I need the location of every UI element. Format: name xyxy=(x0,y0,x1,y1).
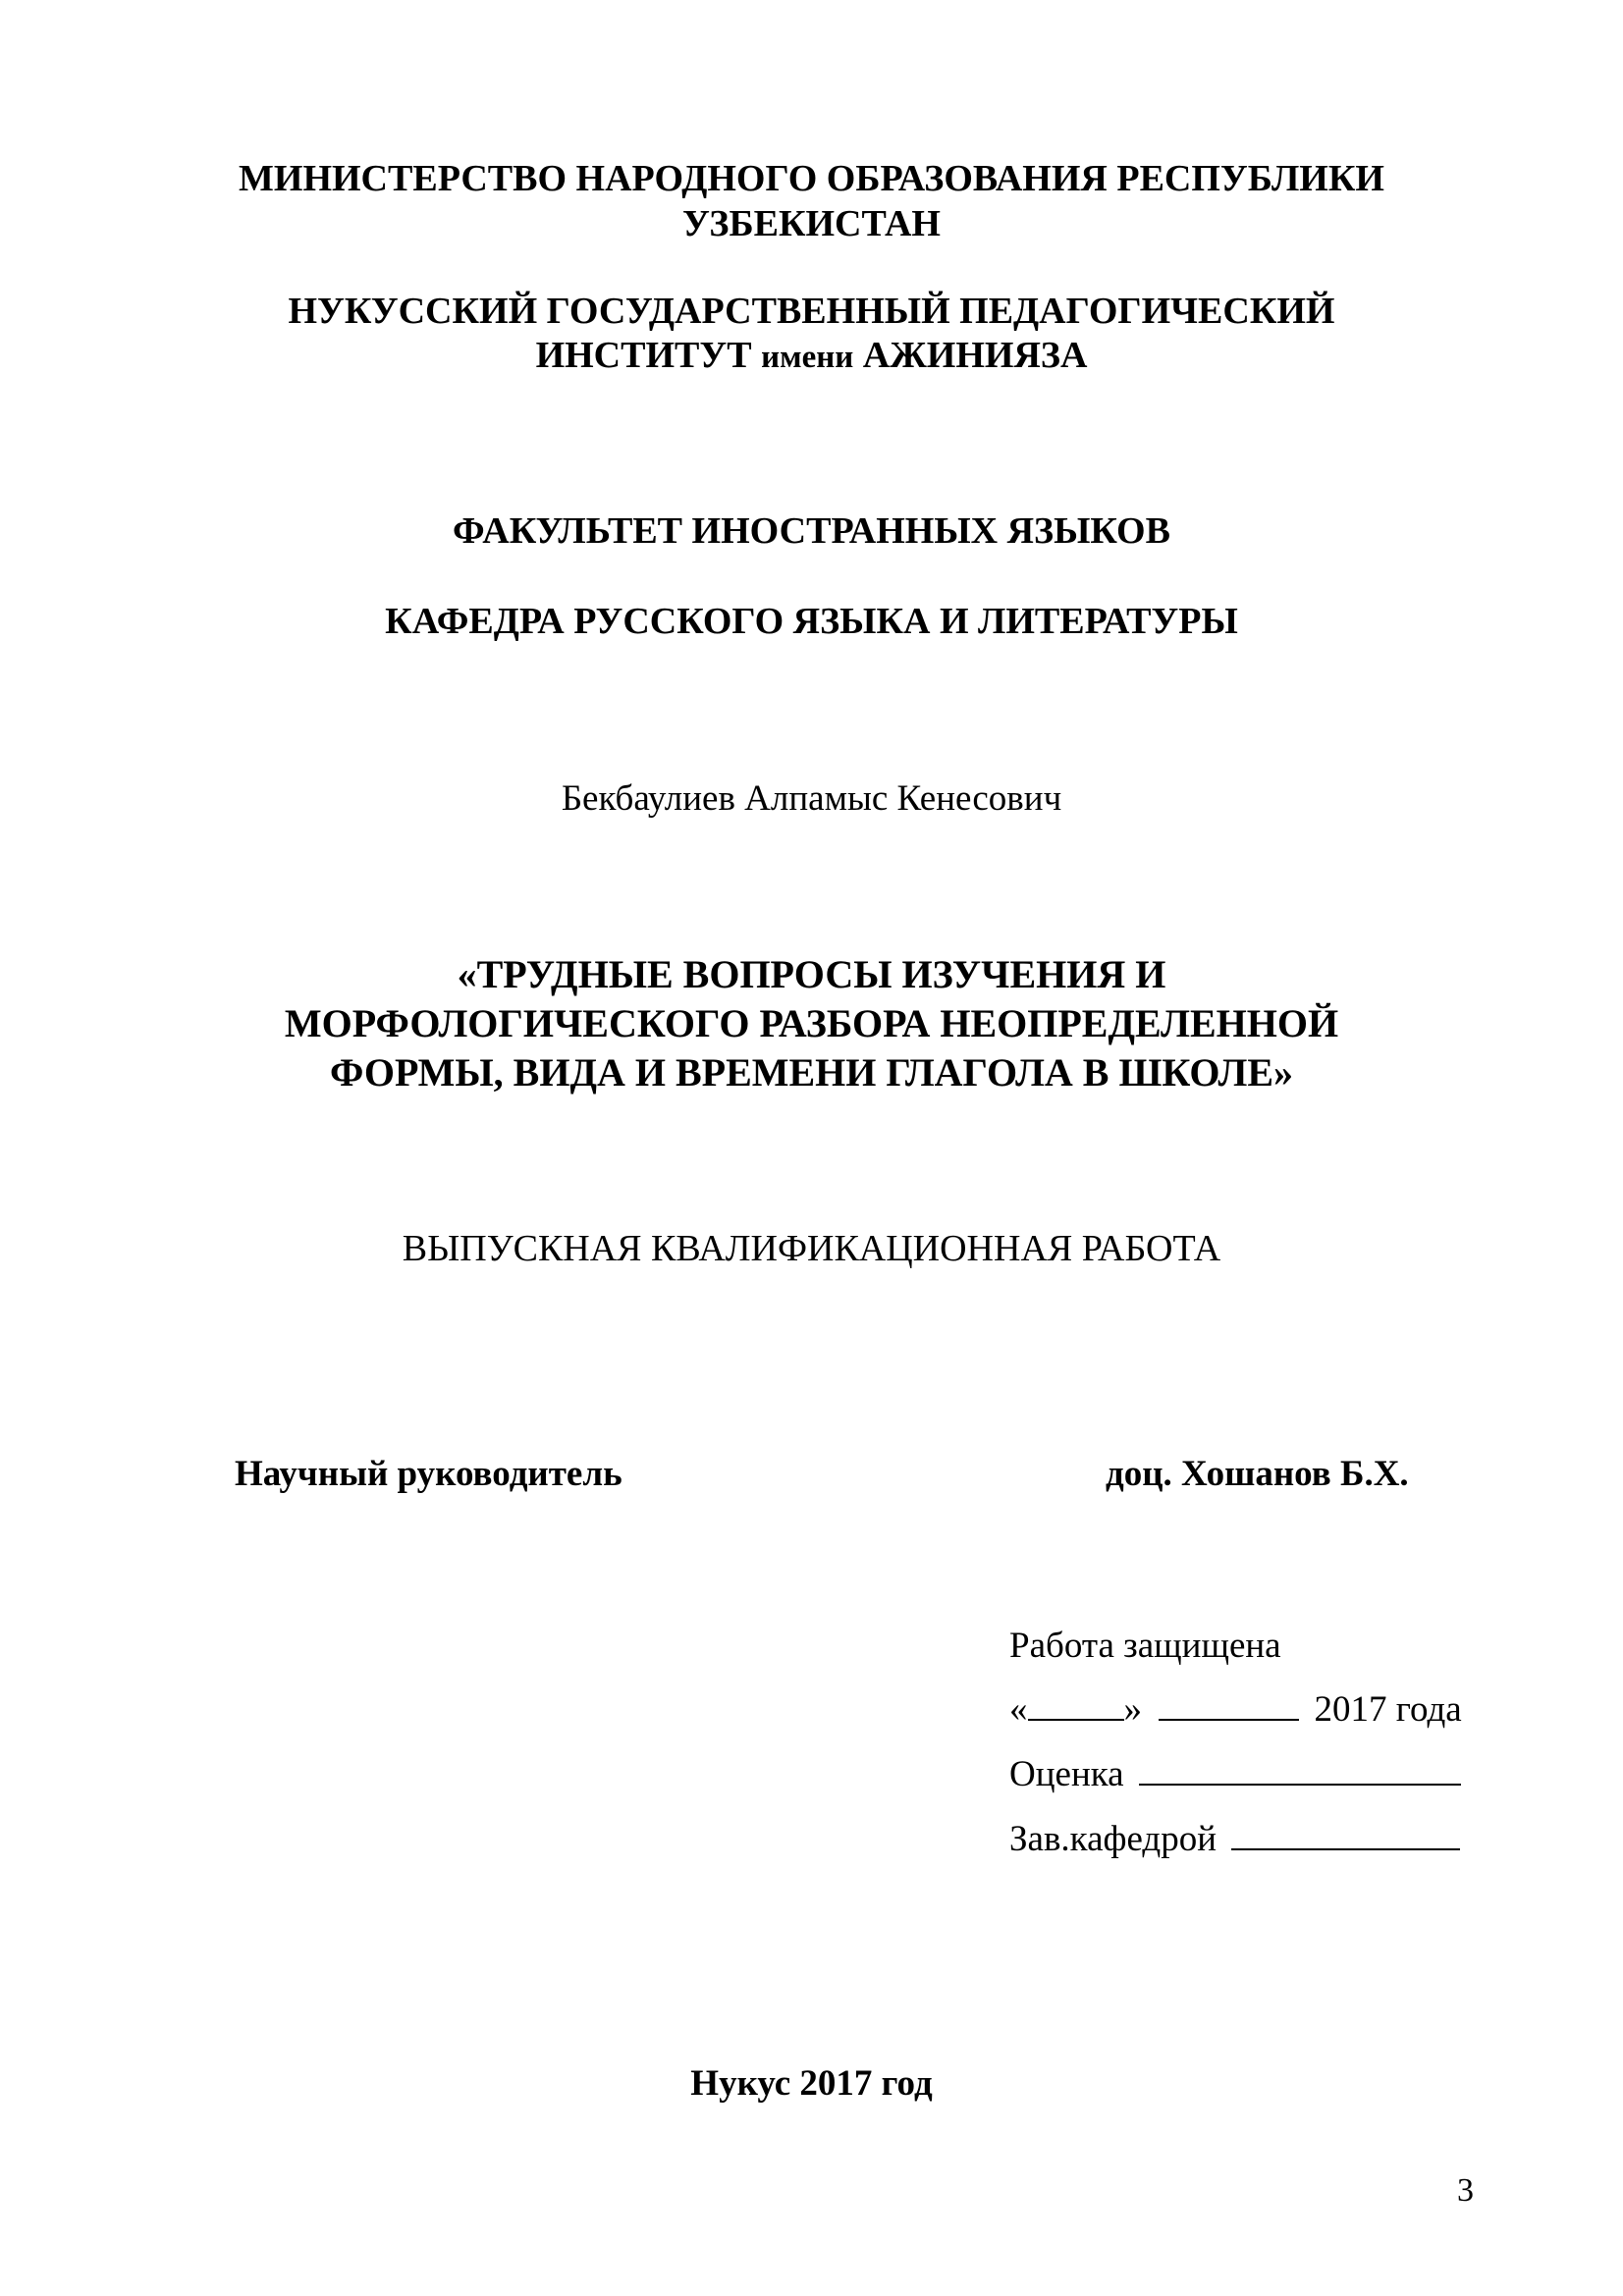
supervisor-label: Научный руководитель xyxy=(235,1454,622,1494)
institute-line-1: НУКУССКИЙ ГОСУДАРСТВЕННЫЙ ПЕДАГОГИЧЕСКИЙ xyxy=(288,291,1335,332)
month-blank xyxy=(1159,1718,1299,1721)
author-name: Бекбаулиев Алпамыс Кенесович xyxy=(561,778,1062,819)
institute-imeni: имени xyxy=(761,340,854,375)
thesis-title-line-1: «ТРУДНЫЕ ВОПРОСЫ ИЗУЧЕНИЯ И xyxy=(457,952,1166,996)
date-open-quote: « xyxy=(1009,1689,1028,1730)
grade-blank xyxy=(1139,1783,1461,1786)
ministry-line-2: УЗБЕКИСТАН xyxy=(682,203,941,244)
page-number: 3 xyxy=(1457,2172,1474,2209)
city-year: Нукус 2017 год xyxy=(690,2063,933,2104)
date-year: 2017 года xyxy=(1314,1689,1462,1730)
department-title: КАФЕДРА РУССКОГО ЯЗЫКА И ЛИТЕРАТУРЫ xyxy=(385,601,1238,642)
institute-line-2 xyxy=(0,337,1623,374)
defense-protected: Работа защищена xyxy=(1009,1626,1281,1666)
ministry-line-1: МИНИСТЕРСТВО НАРОДНОГО ОБРАЗОВАНИЯ РЕСПУБЛИКИ xyxy=(239,158,1384,199)
grade-label: Оценка xyxy=(1009,1754,1124,1794)
thesis-title-line-3: ФОРМЫ, ВИДА И ВРЕМЕНИ ГЛАГОЛА В ШКОЛЕ» xyxy=(329,1050,1293,1095)
grade-line xyxy=(1009,1756,1461,1792)
faculty-title: ФАКУЛЬТЕТ ИНОСТРАННЫХ ЯЗЫКОВ xyxy=(453,510,1170,552)
institute-word: ИНСТИТУТ xyxy=(535,335,762,376)
head-label: Зав.кафедрой xyxy=(1009,1819,1217,1859)
institute-name: АЖИНИЯЗА xyxy=(853,335,1088,376)
day-blank xyxy=(1028,1718,1124,1721)
supervisor-name: доц. Хошанов Б.Х. xyxy=(1106,1454,1409,1494)
thesis-title-line-2: МОРФОЛОГИЧЕСКОГО РАЗБОРА НЕОПРЕДЕЛЕННОЙ xyxy=(284,1001,1339,1045)
head-line xyxy=(1009,1821,1460,1857)
work-type: ВЫПУСКНАЯ КВАЛИФИКАЦИОННАЯ РАБОТА xyxy=(402,1228,1221,1269)
date-close-quote: » xyxy=(1123,1689,1142,1730)
defense-date-line xyxy=(1009,1691,1462,1728)
head-signature-blank xyxy=(1231,1847,1460,1850)
